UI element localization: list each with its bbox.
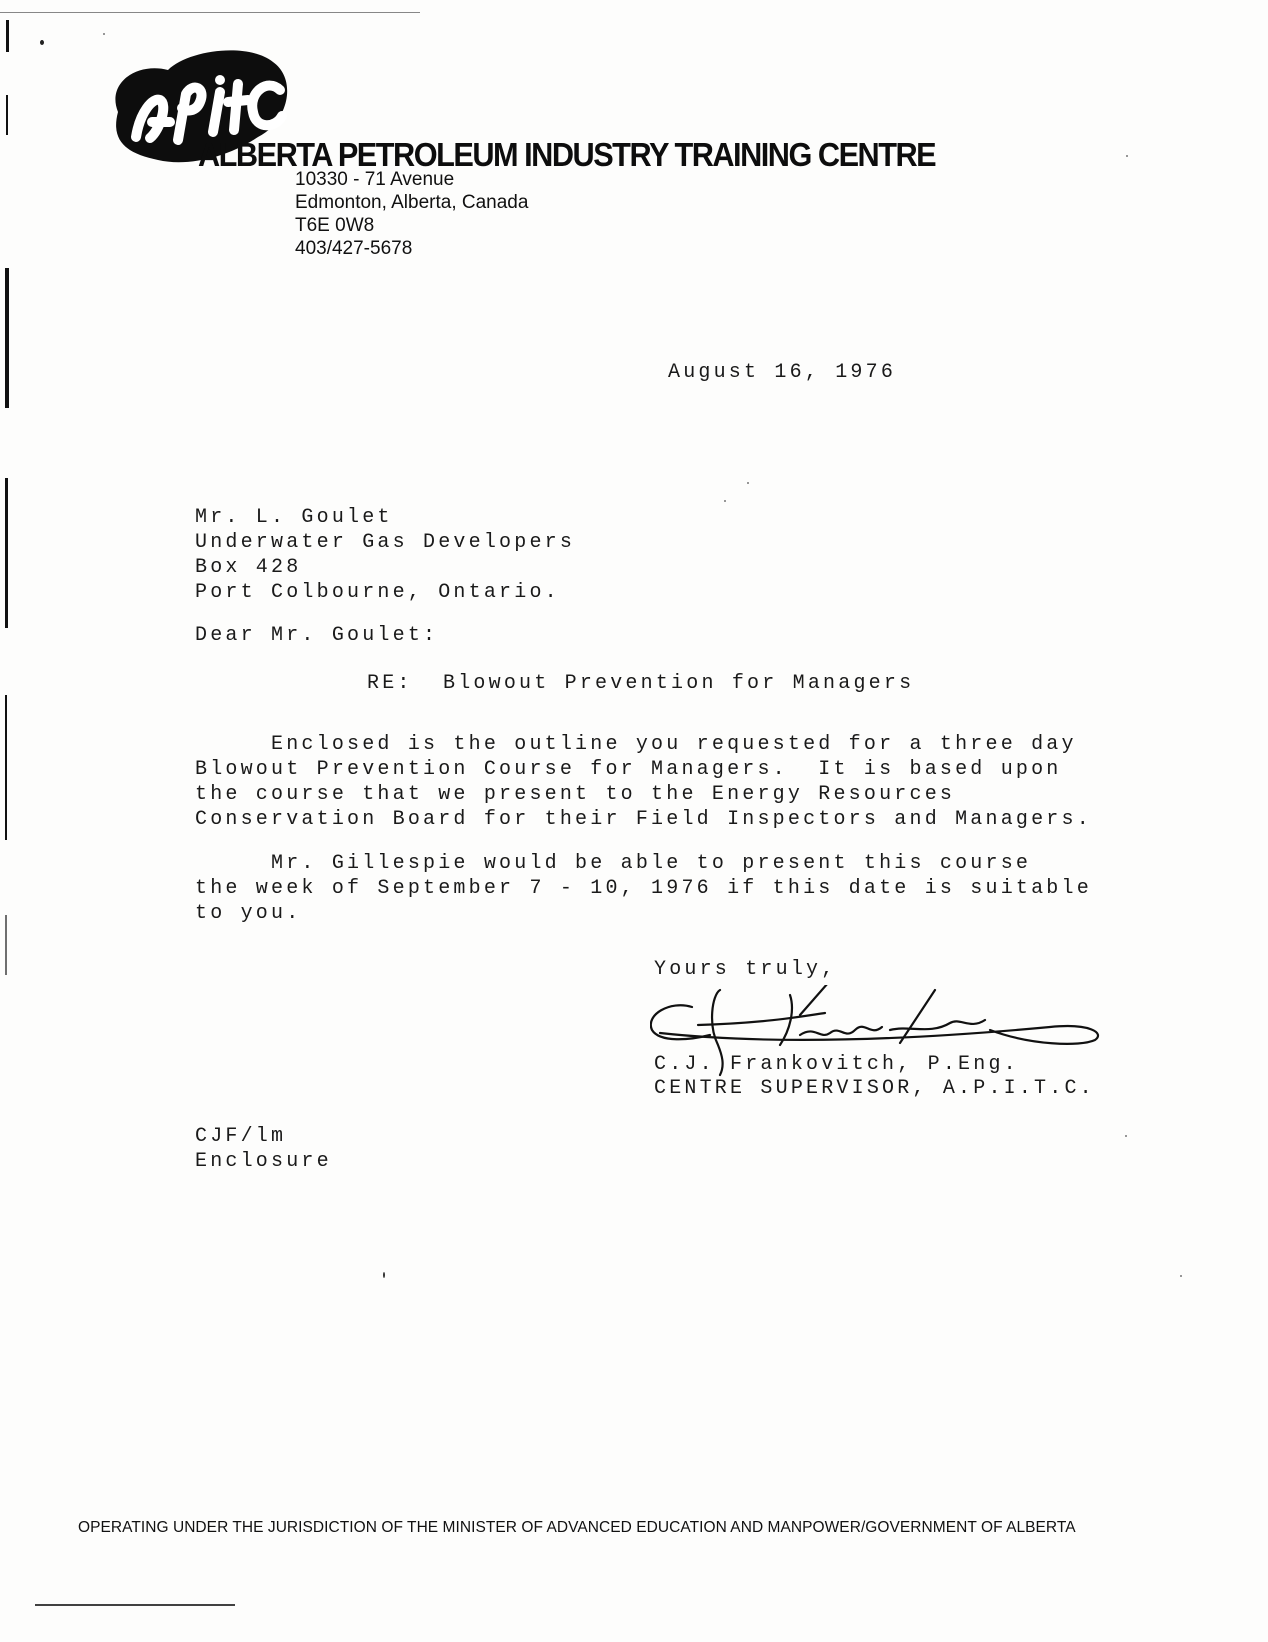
address-line-street: 10330 - 71 Avenue bbox=[295, 169, 455, 190]
address-line-postal: T6E 0W8 bbox=[295, 215, 375, 236]
scan-speck bbox=[747, 482, 749, 484]
salutation: Dear Mr. Goulet: bbox=[195, 624, 439, 647]
scan-speck bbox=[724, 500, 726, 502]
scan-speck bbox=[40, 40, 44, 45]
scan-bottom-line bbox=[35, 1604, 235, 1606]
recipient-line: Mr. L. Goulet bbox=[195, 506, 393, 529]
recipient-line: Underwater Gas Developers bbox=[195, 531, 576, 554]
paragraph-line: Enclosed is the outline you requested for a three day bbox=[195, 733, 1077, 756]
recipient-line: Port Colbourne, Ontario. bbox=[195, 581, 560, 604]
reference-initials bbox=[195, 1125, 332, 1175]
paragraph-line: the week of September 7 - 10, 1976 if this date is suitable bbox=[195, 877, 1092, 900]
paragraph-line: the course that we present to the Energy Resources bbox=[195, 783, 956, 806]
paragraph-line: Blowout Prevention Course for Managers. It is based upon bbox=[195, 758, 1062, 781]
scan-edge-mark bbox=[5, 695, 7, 840]
recipient-address bbox=[195, 506, 575, 606]
paragraph-line: Conservation Board for their Field Inspectors and Managers. bbox=[195, 808, 1092, 831]
closing: Yours truly, bbox=[654, 958, 837, 981]
organization-name: ALBERTA PETROLEUM INDUSTRY TRAINING CENTRE bbox=[198, 136, 936, 173]
paragraph-line: to you. bbox=[195, 902, 302, 925]
letter-date: August 16, 1976 bbox=[668, 361, 897, 384]
subject-line: RE: Blowout Prevention for Managers bbox=[367, 672, 915, 695]
reference-line: CJF/lm bbox=[195, 1125, 287, 1148]
recipient-line: Box 428 bbox=[195, 556, 302, 579]
scan-top-line bbox=[0, 12, 420, 13]
signer-name: C.J. Frankovitch, P.Eng. bbox=[654, 1053, 1019, 1076]
scan-speck bbox=[1180, 1275, 1182, 1277]
scan-speck bbox=[103, 33, 105, 35]
scan-edge-mark bbox=[6, 95, 8, 135]
scan-edge-mark bbox=[5, 478, 8, 628]
scan-edge-mark bbox=[5, 268, 9, 408]
body-paragraph-1 bbox=[195, 733, 1092, 833]
paragraph-line: Mr. Gillespie would be able to present this course bbox=[195, 852, 1032, 875]
address-line-phone: 403/427-5678 bbox=[295, 238, 413, 259]
scan-speck bbox=[1125, 1135, 1127, 1137]
scan-speck bbox=[1126, 155, 1128, 157]
scan-edge-mark bbox=[5, 915, 7, 975]
signer-title: CENTRE SUPERVISOR, A.P.I.T.C. bbox=[654, 1077, 1095, 1100]
body-paragraph-2 bbox=[195, 852, 1092, 927]
jurisdiction-footer: OPERATING UNDER THE JURISDICTION OF THE MINISTER OF ADVANCED EDUCATION AND MANPOWER/GOVERNMENT OF ALBERTA bbox=[78, 1519, 1076, 1536]
address-line-city: Edmonton, Alberta, Canada bbox=[295, 192, 529, 213]
reference-line: Enclosure bbox=[195, 1150, 332, 1173]
scan-edge-mark bbox=[6, 20, 9, 52]
scan-speck bbox=[383, 1272, 385, 1278]
